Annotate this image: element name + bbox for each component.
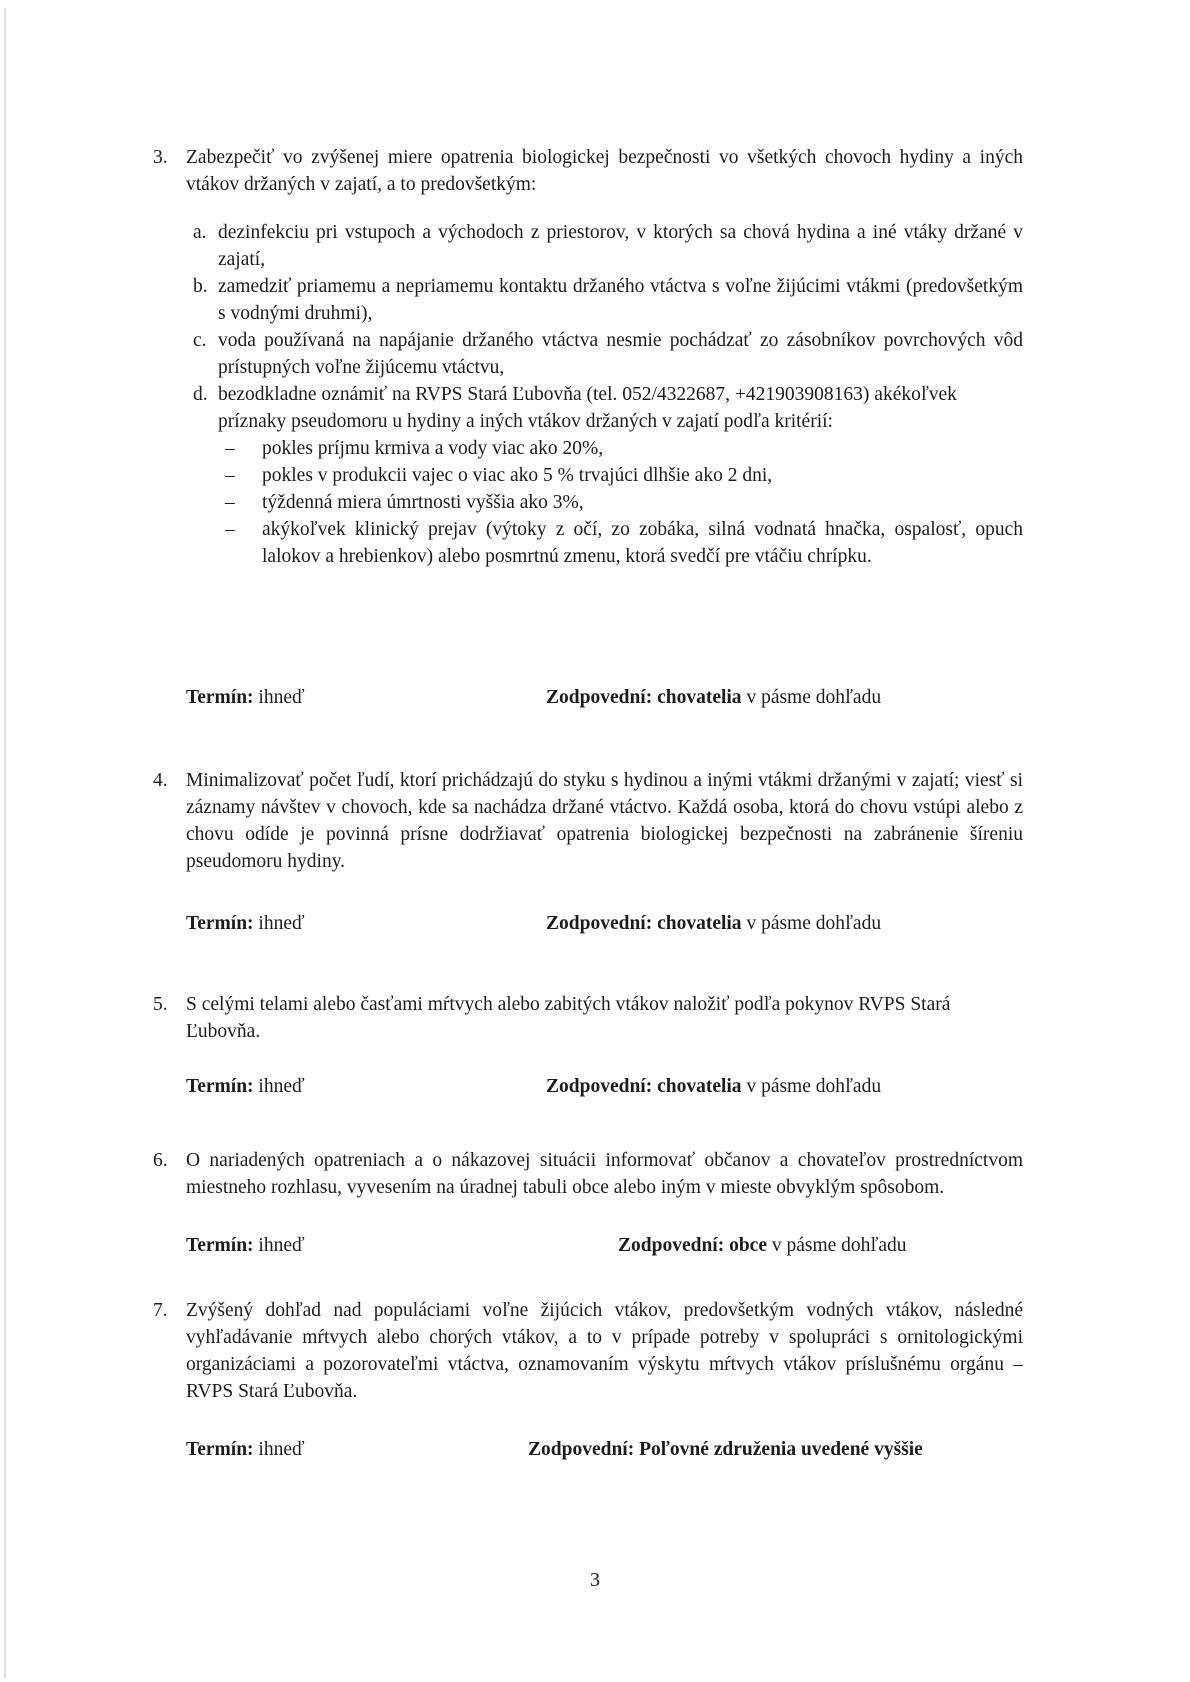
- subitem-text: zamedziť priamemu a nepriamemu kontaktu držaného vtáctva s voľne žijúcimi vtákmi (predovšetkým s vodnými druhmi),: [218, 276, 1023, 324]
- term-row-item-6: [186, 1232, 1036, 1259]
- item-text: Zabezpečiť vo zvýšenej miere opatrenia biologickej bezpečnosti vo všetkých chovoch hydiny a iných vtákov držaných v zajatí, a to predovšetkým:: [186, 147, 1023, 195]
- dash-bullet-icon: –: [225, 519, 235, 540]
- criteria-list: [218, 435, 1023, 570]
- deadline-label: Termín:: [186, 1076, 254, 1097]
- deadline: [186, 910, 305, 937]
- deadline-label: Termín:: [186, 1235, 254, 1256]
- page-number: 3: [590, 1569, 600, 1591]
- item-number: 3.: [153, 147, 168, 168]
- deadline-value: ihneď: [258, 1439, 305, 1460]
- responsible-label: Zodpovední:: [528, 1439, 635, 1460]
- subitem-a: [193, 219, 1023, 273]
- deadline-label: Termín:: [186, 687, 254, 708]
- criteria-item: [218, 435, 1023, 462]
- subitem-b: [193, 273, 1023, 327]
- deadline: [186, 1436, 305, 1463]
- criteria-item: [218, 462, 1023, 489]
- subitem-text: bezodkladne oznámiť na RVPS Stará Ľubovňa (tel. 052/4322687, +421903908163) akékoľvek príznaky pseudomoru u hydiny a iných vtákov držaných v zajatí podľa kritérií:: [218, 384, 957, 432]
- responsible-party: obce: [729, 1235, 767, 1256]
- responsible: [528, 1436, 923, 1463]
- measure-item-7: [153, 1297, 1023, 1405]
- subitem-letter: a.: [193, 222, 207, 243]
- responsible-scope: v pásme dohľadu: [746, 687, 882, 708]
- responsible-label: Zodpovední:: [546, 913, 653, 934]
- measure-item-3: [153, 144, 1023, 198]
- responsible-party: chovatelia: [657, 1076, 742, 1097]
- criteria-text: pokles v produkcii vajec o viac ako 5 % trvajúci dlhšie ako 2 dni,: [262, 465, 773, 486]
- dash-bullet-icon: –: [225, 438, 235, 459]
- item-text: S celými telami alebo časťami mŕtvych alebo zabitých vtákov naložiť podľa pokynov RVPS Stará Ľubovňa.: [186, 994, 951, 1042]
- term-row-item-3: [186, 684, 1036, 711]
- criteria-item: [218, 516, 1023, 570]
- item-text: O nariadených opatreniach a o nákazovej situácii informovať občanov a chovateľov prostredníctvom miestneho rozhlasu, vyvesením na úradnej tabuli obce alebo iným v mieste obvyklým spôsobom.: [186, 1150, 1023, 1198]
- responsible-party: chovatelia: [657, 687, 742, 708]
- subitem-d: [193, 381, 1023, 570]
- criteria-text: akýkoľvek klinický prejav (výtoky z očí, zo zobáka, silná vodnatá hnačka, ospalosť, opuch lalokov a hrebienkov) alebo posmrtnú zmenu, ktorá svedčí pre vtáčiu chrípku.: [262, 519, 1023, 567]
- responsible-label: Zodpovední:: [546, 687, 653, 708]
- responsible-label: Zodpovední:: [546, 1076, 653, 1097]
- deadline: [186, 1232, 305, 1259]
- criteria-text: týždenná miera úmrtnosti vyššia ako 3%,: [262, 492, 584, 513]
- subitem-text: dezinfekciu pri vstupoch a východoch z priestorov, v ktorých sa chová hydina a iné vtáky držané v zajatí,: [218, 222, 1023, 270]
- dash-bullet-icon: –: [225, 492, 235, 513]
- subitem-letter: b.: [193, 276, 208, 297]
- deadline-value: ihneď: [258, 913, 305, 934]
- subitem-letter: c.: [193, 330, 207, 351]
- deadline-label: Termín:: [186, 1439, 254, 1460]
- deadline-value: ihneď: [258, 687, 305, 708]
- measure-item-5: [153, 991, 1023, 1045]
- responsible-scope: v pásme dohľadu: [771, 1235, 907, 1256]
- item-number: 4.: [153, 770, 168, 791]
- responsible-scope: v pásme dohľadu: [746, 913, 882, 934]
- responsible: [618, 1232, 907, 1259]
- term-row-item-5: [186, 1073, 1036, 1100]
- item-number: 7.: [153, 1300, 168, 1321]
- responsible-party: Poľovné združenia uvedené vyššie: [639, 1439, 923, 1460]
- responsible-scope: v pásme dohľadu: [746, 1076, 882, 1097]
- measure-item-4: [153, 767, 1023, 875]
- responsible: [546, 684, 881, 711]
- responsible: [546, 1073, 881, 1100]
- subitem-letter: d.: [193, 384, 208, 405]
- deadline: [186, 1073, 305, 1100]
- measure-item-6: [153, 1147, 1023, 1201]
- responsible-party: chovatelia: [657, 913, 742, 934]
- deadline: [186, 684, 305, 711]
- dash-bullet-icon: –: [225, 465, 235, 486]
- item-text: Minimalizovať počet ľudí, ktorí prichádzajú do styku s hydinou a inými vtákmi držanými v zajatí; viesť si záznamy návštev v chovoch, kde sa nachádza držané vtáctvo. Každá osoba, ktorá do chovu vstúpi alebo z chovu odíde je povinná prísne dodržiavať opatrenia biologickej bezpečnosti na zabránenie šíreniu pseudomoru hydiny.: [186, 770, 1023, 872]
- deadline-value: ihneď: [258, 1235, 305, 1256]
- term-row-item-4: [186, 910, 1036, 937]
- responsible-label: Zodpovední:: [618, 1235, 725, 1256]
- responsible: [546, 910, 881, 937]
- criteria-item: [218, 489, 1023, 516]
- criteria-text: pokles príjmu krmiva a vody viac ako 20%,: [262, 438, 604, 459]
- subitem-c: [193, 327, 1023, 381]
- subitem-text: voda používaná na napájanie držaného vtáctva nesmie pochádzať zo zásobníkov povrchových vôd prístupných voľne žijúcemu vtáctvu,: [218, 330, 1023, 378]
- item-number: 6.: [153, 1150, 168, 1171]
- deadline-value: ihneď: [258, 1076, 305, 1097]
- item-text: Zvýšený dohľad nad populáciami voľne žijúcich vtákov, predovšetkým vodných vtákov, následné vyhľadávanie mŕtvych alebo chorých vtákov, a to v prípade potreby v spolupráci s ornitologickými organizáciami a pozorovateľmi vtáctva, oznamovaním výskytu mŕtvych vtákov príslušnému orgánu – RVPS Stará Ľubovňa.: [186, 1300, 1023, 1402]
- deadline-label: Termín:: [186, 913, 254, 934]
- item-number: 5.: [153, 994, 168, 1015]
- sublist-item-3: [193, 219, 1023, 570]
- term-row-item-7: [186, 1436, 1036, 1463]
